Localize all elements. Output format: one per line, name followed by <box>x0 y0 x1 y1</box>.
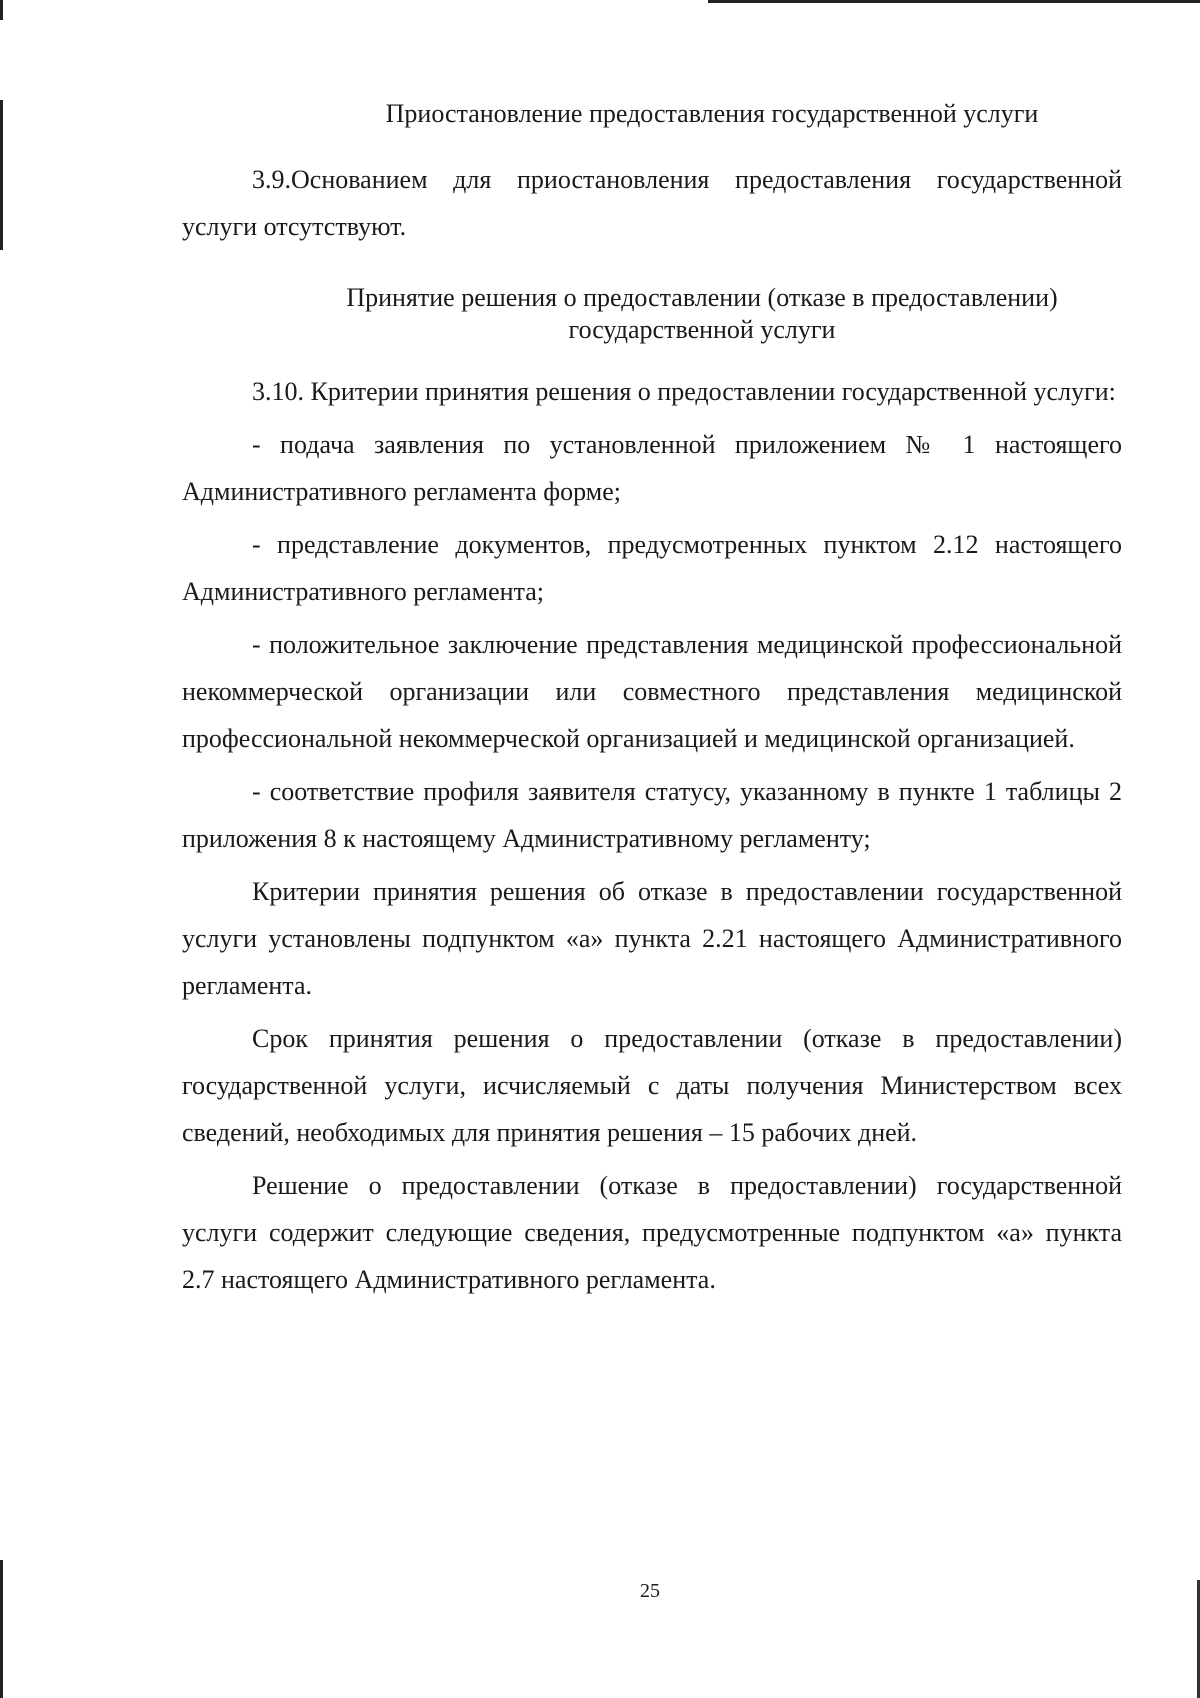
paragraph-3-10: 3.10. Критерии принятия решения о предоставлении государственной услуги: <box>252 377 1116 406</box>
section-heading-decision-line2: государственной услуги <box>568 315 836 344</box>
paragraph-3-9: 3.9.Основанием для приостановления предоставления государственной услуги отсутствуют. <box>182 165 1122 241</box>
paragraph-decision-term: Срок принятия решения о предоставлении (отказе в предоставлении) государственной услуги, исчисляемый с даты получения Министерством всех сведений, необходимых для принятия решения – 15 рабочих дней. <box>182 1024 1122 1147</box>
criteria-item-documents: - представление документов, предусмотренных пунктом 2.12 настоящего Административного регламента; <box>182 530 1122 606</box>
page-number: 25 <box>640 1580 660 1602</box>
paragraph-decision-content: Решение о предоставлении (отказе в предоставлении) государственной услуги содержит следующие сведения, предусмотренные подпунктом «а» пункта 2.7 настоящего Административного регламента. <box>182 1171 1122 1294</box>
criteria-item-conclusion: - положительное заключение представления медицинской профессиональной некоммерческой организации или совместного представления медицинской профессиональной некоммерческой организацией и медицинской организацией. <box>182 630 1122 753</box>
criteria-item-profile: - соответствие профиля заявителя статусу, указанному в пункте 1 таблицы 2 приложения 8 к настоящему Административному регламенту; <box>182 777 1122 853</box>
section-heading-decision-line1: Принятие решения о предоставлении (отказе в предоставлении) <box>346 283 1058 312</box>
section-heading-decision <box>182 282 1122 346</box>
section-heading-suspension: Приостановление предоставления государственной услуги <box>385 99 1039 128</box>
paragraph-refusal-criteria: Критерии принятия решения об отказе в предоставлении государственной услуги установлены подпунктом «а» пункта 2.21 настоящего Административного регламента. <box>182 877 1122 1000</box>
criteria-item-application: - подача заявления по установленной приложением № 1 настоящего Административного регламента форме; <box>182 430 1122 506</box>
scan-artifact-left-edge <box>0 100 3 250</box>
scan-artifact-top-line <box>708 0 1200 3</box>
scan-artifact-left-edge <box>0 0 3 20</box>
document-page <box>182 98 1122 1303</box>
